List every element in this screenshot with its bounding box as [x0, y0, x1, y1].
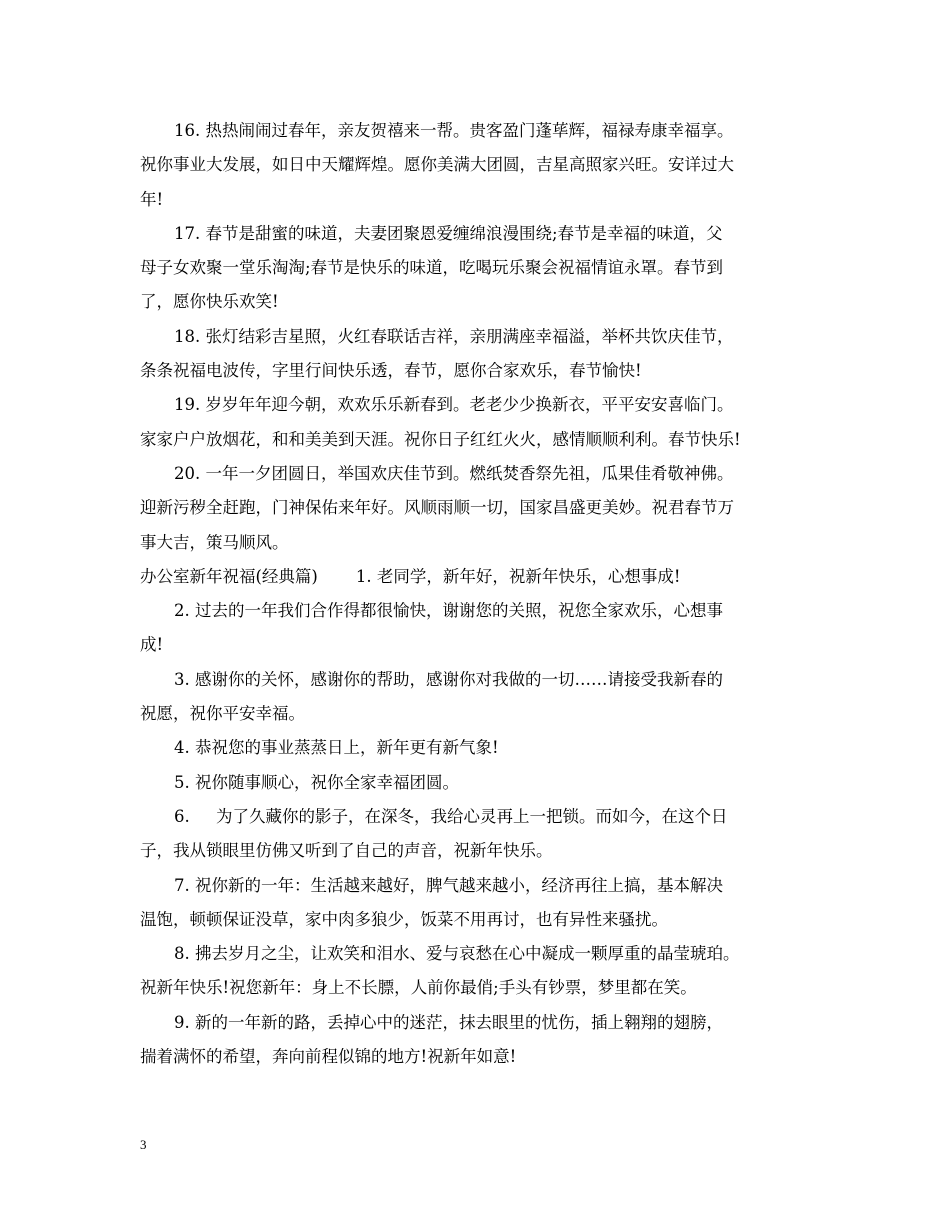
paragraph-17-line-2: 母子女欢聚一堂乐淘淘;春节是快乐的味道，吃喝玩乐聚会祝福情谊永罩。春节到 — [140, 258, 724, 278]
office-item-4: 4. 恭祝您的事业蒸蒸日上，新年更有新气象! — [174, 738, 499, 758]
office-item-7-line-2: 温饱，顿顿保证没草，家中肉多狼少，饭菜不用再讨，也有异性来骚扰。 — [140, 909, 668, 929]
office-item-2-line-1: 2. 过去的一年我们合作得都很愉快，谢谢您的关照，祝您全家欢乐，心想事 — [174, 601, 723, 621]
office-item-6-line-1: 6. 为了久藏你的影子，在深冬，我给心灵再上一把锁。而如今，在这个日 — [174, 806, 728, 826]
office-item-3-line-2: 祝愿，祝你平安幸福。 — [140, 704, 305, 724]
section-heading-line — [140, 560, 810, 594]
office-item-3-line-1: 3. 感谢你的关怀，感谢你的帮助，感谢你对我做的一切……请接受我新春的 — [174, 669, 723, 689]
paragraph-17-line-1: 17. 春节是甜蜜的味道，夫妻团聚恩爱缠绵浪漫围绕;春节是幸福的味道，父 — [174, 223, 723, 243]
document-body — [140, 114, 810, 1074]
paragraph-20-line-1: 20. 一年一夕团圆日，举国欢庆佳节到。燃纸焚香祭先祖，瓜果佳肴敬神佛。 — [174, 463, 734, 483]
office-item-9-line-2: 揣着满怀的希望，奔向前程似锦的地方!祝新年如意! — [140, 1047, 517, 1067]
paragraph-17-line-3: 了，愿你快乐欢笑! — [140, 292, 279, 312]
paragraph-20-line-3: 事大吉，策马顺风。 — [140, 532, 289, 552]
paragraph-16-line-3: 年! — [140, 189, 164, 209]
office-item-8-line-1: 8. 拂去岁月之尘，让欢笑和泪水、爱与哀愁在心中凝成一颗厚重的晶莹琥珀。 — [174, 944, 740, 964]
paragraph-20-line-2: 迎新污秽全赶跑，门神保佑来年好。风顺雨顺一切，国家昌盛更美妙。祝君春节万 — [140, 498, 734, 518]
paragraph-18-line-1: 18. 张灯结彩吉星照，火红春联话吉祥，亲朋满座幸福溢，举杯共饮庆佳节， — [174, 326, 734, 346]
paragraph-16-line-1: 16. 热热闹闹过春年，亲友贺禧来一帮。贵客盈门蓬荜辉，福禄寿康幸福享。 — [174, 121, 734, 140]
page-number: 3 — [140, 1137, 147, 1152]
paragraph-19-line-1: 19. 岁岁年年迎今朝，欢欢乐乐新春到。老老少少换新衣，平平安安喜临门。 — [174, 395, 734, 415]
office-item-8-line-2: 祝新年快乐!祝您新年：身上不长膘，人前你最俏;手头有钞票，梦里都在笑。 — [140, 978, 697, 998]
office-item-7-line-1: 7. 祝你新的一年：生活越来越好，脾气越来越小，经济再往上搞，基本解决 — [174, 875, 723, 895]
paragraph-19-line-2: 家家户户放烟花，和和美美到天涯。祝你日子红红火火，感情顺顺利利。春节快乐! — [140, 429, 741, 449]
office-item-1: 1. 老同学，新年好，祝新年快乐，心想事成! — [355, 566, 681, 586]
office-item-9-line-1: 9. 新的一年新的路，丢掉心中的迷茫，抹去眼里的忧伤，插上翱翔的翅膀， — [174, 1012, 723, 1032]
office-item-5: 5. 祝你随事顺心，祝你全家幸福团圆。 — [174, 772, 459, 792]
paragraph-16-line-2: 祝你事业大发展，如日中天耀辉煌。愿你美满大团圆，吉星高照家兴旺。安详过大 — [140, 155, 734, 175]
section-heading: 办公室新年祝福(经典篇) — [140, 566, 318, 586]
paragraph-18-line-2: 条条祝福电波传，字里行间快乐透，春节，愿你合家欢乐，春节愉快! — [140, 361, 642, 381]
office-item-6-line-2: 子，我从锁眼里仿佛又听到了自己的声音，祝新年快乐。 — [140, 841, 553, 861]
office-item-2-line-2: 成! — [140, 635, 164, 655]
